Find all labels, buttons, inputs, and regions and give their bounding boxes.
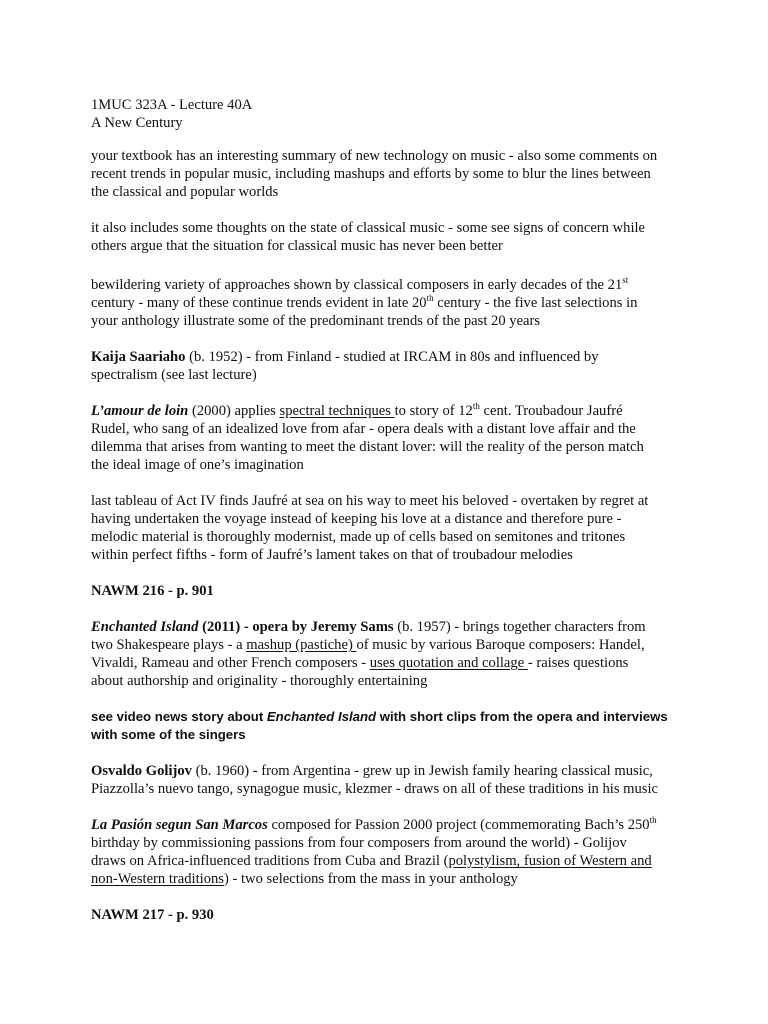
course-line: 1MUC 323A - Lecture 40A: [91, 97, 253, 113]
text-line: birthday by commissioning passions from four composers from around the world) - Golijov: [91, 835, 627, 851]
nawm-label: NAWM 217 - p. 930: [91, 907, 214, 923]
nawm-heading: [91, 582, 691, 600]
superscript: th: [426, 293, 434, 303]
text-segment: with short clips from the opera and interviews: [376, 709, 668, 724]
text-segment: with some of the singers: [91, 727, 246, 742]
text-line: others argue that the situation for classical music has never been better: [91, 238, 503, 254]
paragraph-state-of-classical: [91, 219, 691, 255]
text-line: the ideal image of one’s imagination: [91, 457, 304, 473]
nawm-heading: [91, 906, 691, 924]
text-segment: century - the five last selections in: [433, 295, 638, 311]
text-line: [91, 636, 691, 654]
superscript: st: [622, 275, 629, 285]
text-segment: cent. Troubadour Jaufré: [479, 403, 623, 419]
text-line: your anthology illustrate some of the predominant trends of the past 20 years: [91, 313, 541, 329]
paragraph-enchanted-island: [91, 618, 691, 690]
text-line: last tableau of Act IV finds Jaufré at sea on his way to meet his beloved - overtaken by regret at: [91, 493, 649, 509]
text-line: [91, 618, 691, 636]
text-line: [91, 870, 691, 888]
paragraph-technology: [91, 147, 691, 201]
text-segment: century - many of these continue trends evident in late 20: [91, 295, 427, 311]
text-line: your textbook has an interesting summary of new technology on music - also some comments on: [91, 148, 658, 164]
text-segment: (b. 1957) - brings together characters from: [393, 619, 646, 635]
text-segment: (2000) applies: [188, 403, 280, 419]
text-segment: (2011) - opera by Jeremy Sams: [198, 619, 394, 635]
text-segment: (b. 1960) - from Argentina - grew up in Jewish family hearing classical music,: [191, 763, 653, 779]
underlined-term: non-Western traditions: [91, 871, 224, 887]
underlined-term: mashup (pastiche): [246, 637, 357, 653]
text-segment: to story of 12: [394, 403, 473, 419]
paragraph-last-tableau: [91, 492, 691, 564]
text-line: [91, 708, 691, 726]
paragraph-variety: [91, 276, 691, 330]
text-line: melodic material is thoroughly modernist, made up of cells based on semitones and tritones: [91, 529, 626, 545]
text-line: the classical and popular worlds: [91, 184, 279, 200]
text-line: [91, 816, 691, 834]
paragraph-video-note: [91, 708, 691, 744]
text-line: [91, 348, 691, 366]
text-segment: Vivaldi, Rameau and other French composers -: [91, 655, 370, 671]
work-title: L’amour de loin: [91, 403, 189, 419]
work-title: Enchanted Island: [91, 619, 199, 635]
lecture-document: [91, 96, 691, 924]
superscript: th: [472, 401, 480, 411]
text-segment: bewildering variety of approaches shown by classical composers in early decades of the 21: [91, 277, 623, 293]
composer-name: Osvaldo Golijov: [91, 763, 192, 779]
text-line: [91, 402, 691, 420]
text-line: dilemma that arises from wanting to meet the distant lover: will the reality of the person match: [91, 439, 644, 455]
work-title: Enchanted Island: [266, 709, 377, 724]
text-line: [91, 654, 691, 672]
text-line: about authorship and originality - thoroughly entertaining: [91, 673, 428, 689]
page-title: A New Century: [91, 115, 183, 131]
work-title: La Pasión segun San Marcos: [91, 817, 268, 833]
paragraph-amour-de-loin: [91, 402, 691, 474]
text-line: having undertaken the voyage instead of keeping his love at a distance and therefore pure -: [91, 511, 622, 527]
text-line: Piazzolla’s nuevo tango, synagogue music, klezmer - draws on all of these traditions in his music: [91, 781, 659, 797]
text-segment: draws on Africa-influenced traditions from Cuba and Brazil (: [91, 853, 449, 869]
underlined-term: spectral techniques: [279, 403, 395, 419]
text-line: [91, 294, 691, 312]
paragraph-saariaho: [91, 348, 691, 384]
text-segment: composed for Passion 2000 project (commemorating Bach’s 250: [267, 817, 650, 833]
text-line: [91, 762, 691, 780]
superscript: th: [649, 815, 657, 825]
text-line: spectralism (see last lecture): [91, 367, 257, 383]
text-line: within perfect fifths - form of Jaufré’s lament takes on that of troubadour melodies: [91, 547, 573, 563]
composer-name: Kaija Saariaho: [91, 349, 186, 365]
text-line: it also includes some thoughts on the state of classical music - some see signs of concern while: [91, 220, 646, 236]
paragraph-golijov: [91, 762, 691, 798]
text-segment: two Shakespeare plays - a: [91, 637, 247, 653]
text-segment: see video news story about: [91, 709, 267, 724]
text-segment: ) - two selections from the mass in your anthology: [223, 871, 518, 887]
text-segment: - raises questions: [527, 655, 629, 671]
underlined-term: polystylism, fusion of Western and: [448, 853, 652, 869]
text-line: [91, 852, 691, 870]
text-segment: of music by various Baroque composers: Handel,: [356, 637, 645, 653]
paragraph-pasion: [91, 816, 691, 888]
text-line: [91, 276, 691, 294]
text-line: recent trends in popular music, including mashups and efforts by some to blur the lines between: [91, 166, 651, 182]
text-line: Rudel, who sang of an idealized love from afar - opera deals with a distant love affair and the: [91, 421, 636, 437]
text-line: [91, 726, 691, 744]
text-segment: (b. 1952) - from Finland - studied at IRCAM in 80s and influenced by: [185, 349, 599, 365]
underlined-term: uses quotation and collage: [369, 655, 528, 671]
nawm-label: NAWM 216 - p. 901: [91, 583, 214, 599]
